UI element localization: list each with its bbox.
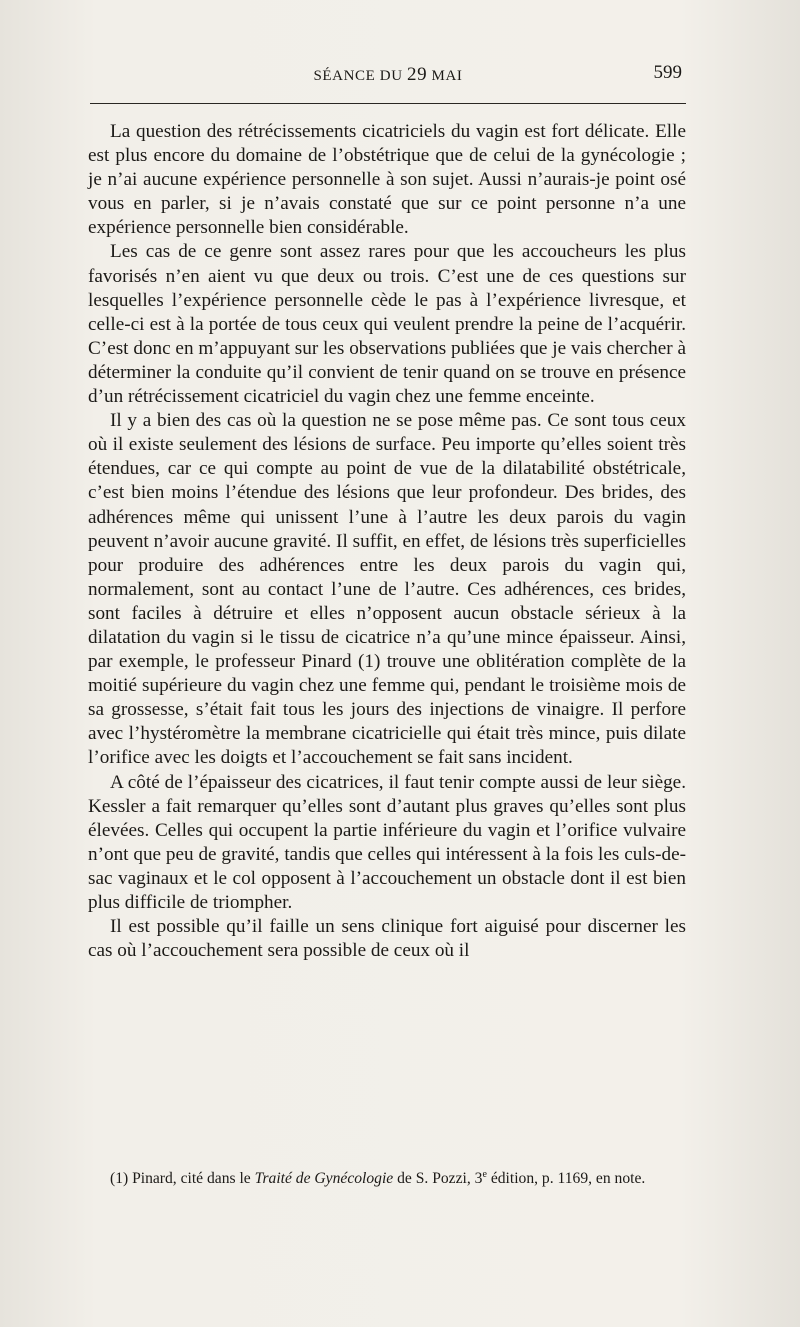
footnote (88, 1168, 686, 1190)
page-number: 599 (653, 62, 682, 83)
footnote-text-middle: de S. Pozzi, 3 (397, 1170, 483, 1187)
footnote-book-title: Traité de Gynécologie (254, 1170, 394, 1187)
paragraph: A côté de l’épaisseur des cicatrices, il faut tenir compte aussi de leur siège. Kessler a fait remarquer qu’elles sont d’autant plus graves qu’elles sont plus élevées. Celles qui occupent la partie inférieure du vagin et l’orifice vulvaire n’ont que peu de gravité, tandis que celles qui intéressent à la fois les culs-de-sac vaginaux et le col opposent à l’accouchement un obstacle dont il est bien plus difficile de triompher. (88, 771, 686, 913)
paragraph: Il y a bien des cas où la question ne se pose même pas. Ce sont tous ceux où il existe seulement des lésions de surface. Peu importe qu’elles soient très étendues, car ce qui compte au point de vue de la dilatabilité obstétricale, c’est bien moins l’étendue des lésions que leur profondeur. Des brides, des adhérences même qui unissent l’une à l’autre les deux parois du vagin peuvent n’avoir aucune gravité. Il suffit, en effet, de lésions très superficielles pour produire des adhérences entre les deux parois du vagin qui, normalement, sont au contact l’une de l’autre. Ces adhérences, ces brides, sont faciles à détruire et elles n’opposent aucun obstacle sérieux à la dilatation du vagin si le tissu de cicatrice n’a qu’une mince épaisseur. Ainsi, par exemple, le professeur Pinard (1) trouve une oblitération complète de la moitié supérieure du vagin chez une femme qui, pendant le troisième mois de sa grossesse, s’était fait tous les jours des injections de vinaigre. Il perfore avec l’hystéromètre la membrane cicatricielle qui était très mince, puis dilate l’orifice avec les doigts et l’accouchement se fait sans incident. (88, 410, 686, 769)
footnote-text-before: (1) Pinard, cité dans le (110, 1170, 251, 1187)
header-rule (90, 103, 686, 104)
paragraph: La question des rétrécissements cicatriciels du vagin est fort délicate. Elle est plus encore du domaine de l’obstétrique que de celui de la gynécologie ; je n’ai aucune expérience personnelle à son sujet. Aussi n’aurais-je point osé vous en parler, si je n’avais constaté que sur ce point personne n’a une expérience personnelle bien considérable. (88, 121, 686, 239)
page-header (90, 62, 686, 90)
footnote-superscript: e (482, 1168, 487, 1180)
running-head-day: 29 (406, 64, 428, 85)
running-head-month: MAI (431, 68, 463, 84)
paragraph: Il est possible qu’il faille un sens clinique fort aiguisé pour discerner les cas où l’accouchement sera possible de ceux où il (88, 916, 686, 962)
footnote-text-after: édition, p. 1169, en note. (490, 1170, 646, 1187)
running-head-prefix: SÉANCE DU (313, 68, 403, 84)
running-head (90, 64, 686, 86)
paragraph: Les cas de ce genre sont assez rares pour que les accoucheurs les plus favorisés n’en aient vu que deux ou trois. C’est une de ces questions sur lesquelles l’expérience personnelle cède le pas à l’expérience livresque, et celle-ci est à la portée de tous ceux qui veulent prendre la peine de l’acquérir. C’est donc en m’appuyant sur les observations publiées que je vais chercher à déterminer la conduite qu’il convient de tenir quand on se trouve en présence d’un rétrécissement cicatriciel du vagin chez une femme enceinte. (88, 241, 686, 408)
body-text (88, 120, 686, 963)
